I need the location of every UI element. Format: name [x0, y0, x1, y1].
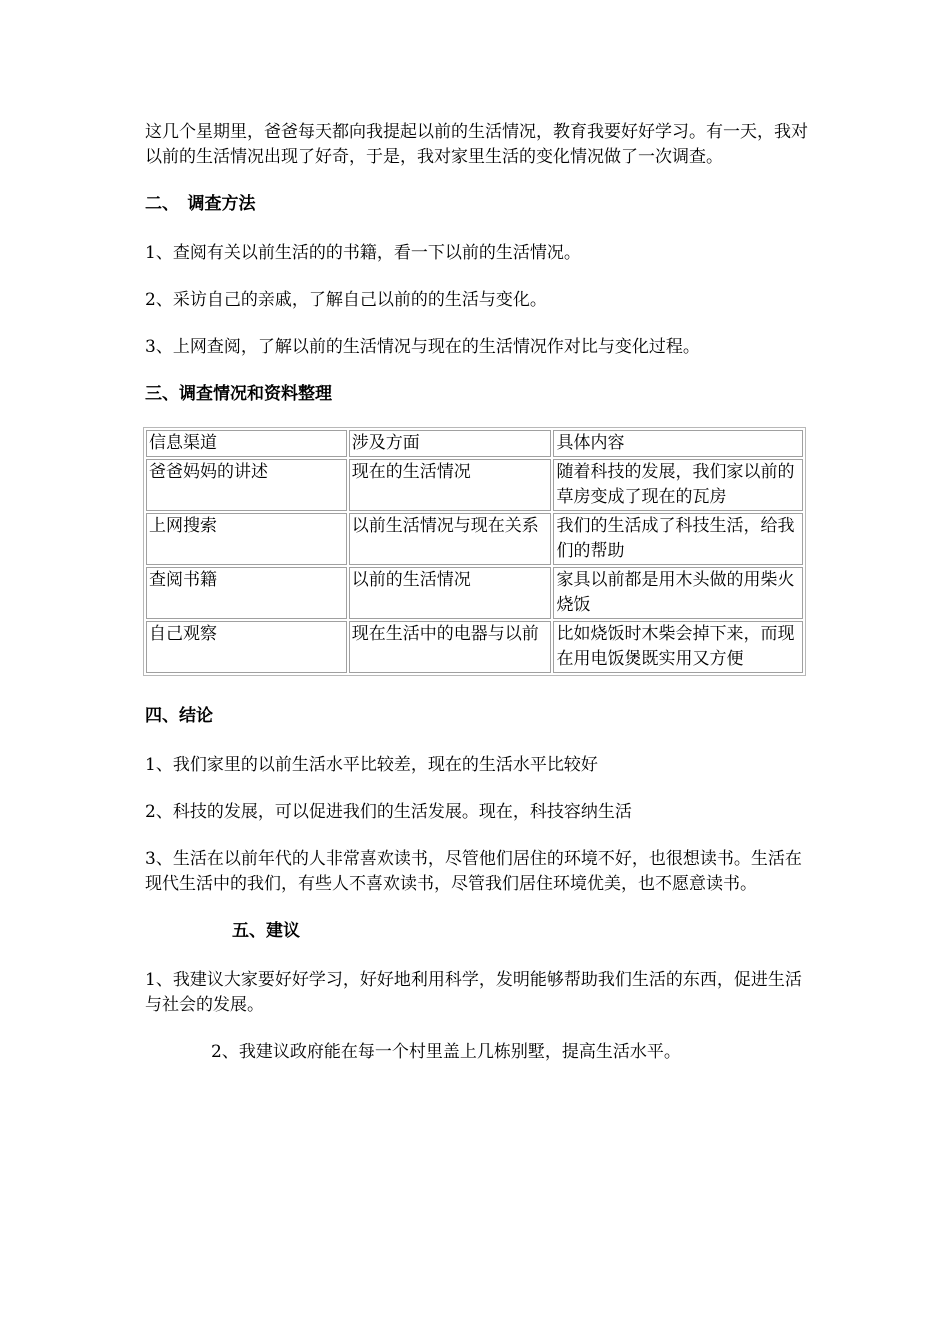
table-cell: 家具以前都是用木头做的用柴火烧饭 [553, 567, 803, 619]
table-header-cell: 信息渠道 [146, 430, 347, 457]
method-item: 1、查阅有关以前生活的的书籍，看一下以前的生活情况。 [145, 243, 581, 263]
table-cell: 爸爸妈妈的讲述 [146, 459, 347, 511]
table-cell: 查阅书籍 [146, 567, 347, 619]
document-page [145, 120, 810, 1087]
table-cell: 以前的生活情况 [349, 567, 552, 619]
table-cell: 比如烧饭时木柴会掉下来，而现在用电饭煲既实用又方便 [553, 621, 803, 673]
section-heading-survey: 三、调查情况和资料整理 [145, 384, 332, 404]
method-item: 2、采访自己的亲戚，了解自己以前的的生活与变化。 [145, 290, 547, 310]
table-cell: 我们的生活成了科技生活，给我们的帮助 [553, 513, 803, 565]
method-item: 3、上网查阅，了解以前的生活情况与现在的生活情况作对比与变化过程。 [145, 337, 700, 357]
table-row [146, 567, 803, 619]
table-cell: 自己观察 [146, 621, 347, 673]
conclusion-item: 3、生活在以前年代的人非常喜欢读书，尽管他们居住的环境不好，也很想读书。生活在现代生活中的我们，有些人不喜欢读书，尽管我们居住环境优美，也不愿意读书。 [145, 849, 802, 894]
table-header-cell: 涉及方面 [349, 430, 552, 457]
suggestion-item: 2、我建议政府能在每一个村里盖上几栋别墅，提高生活水平。 [211, 1042, 681, 1062]
table-row [146, 621, 803, 673]
table-cell: 随着科技的发展，我们家以前的草房变成了现在的瓦房 [553, 459, 803, 511]
table-cell: 现在生活中的电器与以前 [349, 621, 552, 673]
table-cell: 上网搜索 [146, 513, 347, 565]
table-cell: 以前生活情况与现在关系 [349, 513, 552, 565]
table-row [146, 513, 803, 565]
section-heading-methods: 二、 调查方法 [145, 194, 256, 214]
table-cell: 现在的生活情况 [349, 459, 552, 511]
table-header-cell: 具体内容 [553, 430, 803, 457]
table-header-row [146, 430, 803, 457]
suggestion-item: 1、我建议大家要好好学习，好好地利用科学，发明能够帮助我们生活的东西，促进生活与社会的发展。 [145, 970, 802, 1015]
section-heading-conclusion: 四、结论 [145, 706, 213, 726]
table-row [146, 459, 803, 511]
section-heading-suggestions: 五、建议 [232, 921, 300, 941]
conclusion-item: 1、我们家里的以前生活水平比较差，现在的生活水平比较好 [145, 755, 598, 775]
conclusion-item: 2、科技的发展，可以促进我们的生活发展。现在，科技容纳生活 [145, 802, 632, 822]
survey-table [143, 427, 806, 676]
intro-paragraph: 这几个星期里，爸爸每天都向我提起以前的生活情况，教育我要好好学习。有一天，我对以前的生活情况出现了好奇，于是，我对家里生活的变化情况做了一次调查。 [145, 122, 808, 167]
